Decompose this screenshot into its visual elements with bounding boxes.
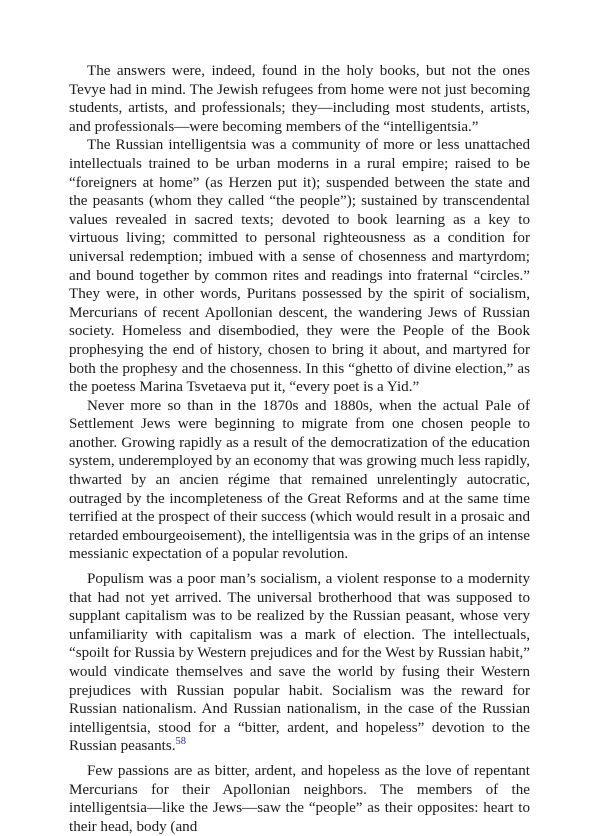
paragraph-russian-intelligentsia <box>69 136 530 396</box>
paragraph-text: Few passions are as bitter, ardent, and hopeless as the love of repentant Mercurians for their Apollonian neighbors. The members of the intelligentsia—like the Jews—saw the “people” as their opposites: heart to their head, body (and <box>69 762 530 835</box>
paragraph-populism <box>69 570 530 756</box>
paragraph-text: Populism was a poor man’s socialism, a violent response to a modernity that had not yet arrived. The universal brotherhood that was supposed to supplant capitalism was to be realized by the Russian peasant, whose very unfamiliarity with capitalism was a mark of election. The intellectuals, “spoilt for Russia by Western prejudices and for the West by Russian habit,” would vindicate themselves and save the world by fusing their Western prejudices with Russian popular habit. Socialism was the reward for Russian nationalism. And Russian nationalism, in the case of the Russian intelligentsia, stood for a “bitter, ardent, and hopeless” devotion to the Russian peasants. <box>69 571 530 755</box>
paragraph-text: The answers were, indeed, found in the holy books, but not the ones Tevye had in mind. The Jewish refugees from home were not just becoming students, artists, and professionals; they—including most students, artists, and professionals—were becoming members of the “intelligentsia.” <box>69 63 530 135</box>
paragraph-text: Never more so than in the 1870s and 1880s, when the actual Pale of Settlement Jews were beginning to migrate from one chosen people to another. Growing rapidly as a result of the democratization of the education system, underemployed by an economy that was growing much less rapidly, thwarted by an ancien régime that remained unrelentingly autocratic, outraged by the incompleteness of the Great Reforms and at the same time terrified at the prospect of their success (which would result in a prosaic and retarded embourgeoisement), the intelligentsia was in the grips of an intense messianic expectation of a popular revolution. <box>69 397 530 563</box>
paragraph-text: The Russian intelligentsia was a community of more or less unattached intellectuals trained to be urban moderns in a rural empire; raised to be “foreigners at home” (as Herzen put it); suspended between the state and the peasants (whom they called “the people”); sustained by transcendental values revealed in sacred texts; devoted to book learning as a key to virtuous living; committed to personal righteousness as a condition for universal redemption; imbued with a sense of chosenness and martyrdom; and bound together by common rites and readings into fraternal “circles.” They were, in other words, Puritans possessed by the spirit of socialism, Mercurians of recent Apollonian descent, the wandering Jews of Russian society. Homeless and disembodied, they were the People of the Book prophesying the end of history, chosen to bring it about, and martyred for both the prophesy and the chosenness. In this “ghetto of divine election,” as the poetess Marina Tsvetaeva put it, “every poet is a Yid.” <box>69 137 530 396</box>
document-page <box>69 62 530 836</box>
paragraph-1870s-1880s <box>69 397 530 564</box>
paragraph-passions <box>69 762 530 836</box>
footnote-link[interactable]: 58 <box>175 736 186 748</box>
paragraph-intelligentsia-intro <box>69 62 530 136</box>
